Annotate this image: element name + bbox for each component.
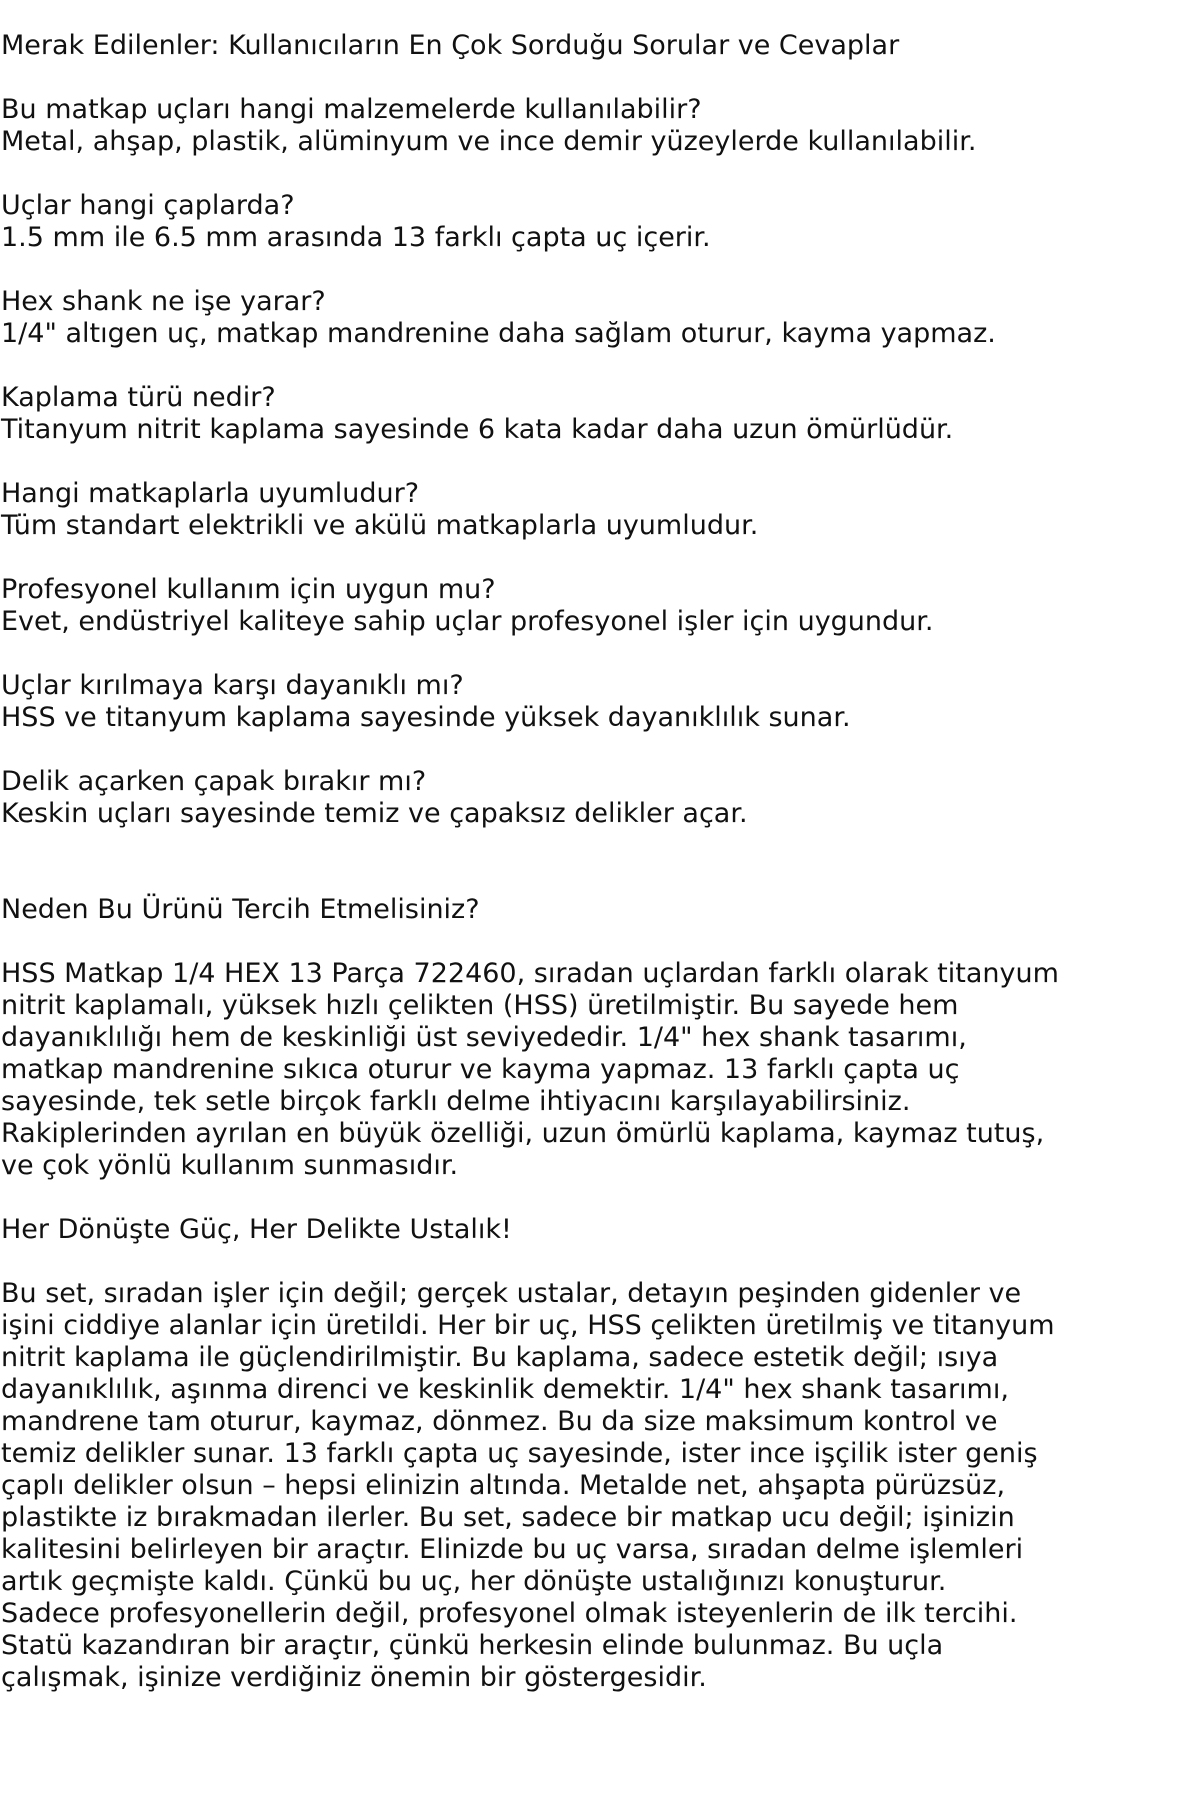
faq-answer: HSS ve titanyum kaplama sayesinde yüksek dayanıklılık sunar. <box>1 702 851 733</box>
faq-question: Hex shank ne işe yarar? <box>1 286 326 317</box>
faq-item <box>1 190 1182 254</box>
faq-answer: Evet, endüstriyel kaliteye sahip uçlar profesyonel işler için uygundur. <box>1 606 934 637</box>
faq-item <box>1 286 1182 350</box>
faq-answer: Titanyum nitrit kaplama sayesinde 6 kata kadar daha uzun ömürlüdür. <box>1 414 954 445</box>
faq-answer: Tüm standart elektrikli ve akülü matkaplarla uyumludur. <box>1 510 759 541</box>
power-title: Her Dönüşte Güç, Her Delikte Ustalık! <box>1 1214 512 1245</box>
faq-item <box>1 382 1182 446</box>
faq-question: Hangi matkaplarla uyumludur? <box>1 478 420 509</box>
faq-question: Delik açarken çapak bırakır mı? <box>1 766 427 797</box>
faq-question: Kaplama türü nedir? <box>1 382 276 413</box>
faq-item <box>1 670 1182 734</box>
faq-item <box>1 478 1182 542</box>
faq-item <box>1 766 1182 830</box>
faq-question: Bu matkap uçları hangi malzemelerde kullanılabilir? <box>1 94 702 125</box>
power-paragraph: Bu set, sıradan işler için değil; gerçek ustalar, detayın peşinden gidenler ve işini ciddiye alanlar için üretildi. Her bir uç, HSS çelikten üretilmiş ve titanyum nitrit kaplama ile güçlendirilmiştir. Bu kaplama, sadece estetik değil; ısıya dayanıklılık, aşınma direnci ve keskinlik demektir. 1/4" hex shank tasarımı, mandrene tam oturur, kaymaz, dönmez. Bu da size maksimum kontrol ve temiz delikler sunar. 13 farklı çapta uç sayesinde, ister ince işçilik ister geniş çaplı delikler olsun – hepsi elinizin altında. Metalde net, ahşapta pürüzsüz, plastikte iz bırakmadan ilerler. Bu set, sadece bir matkap ucu değil; işinizin kalitesini belirleyen bir araçtır. Elinizde bu uç varsa, sıradan delme işlemleri artık geçmişte kaldı. Çünkü bu uç, her dönüşte ustalığınızı konuşturur. Sadece profesyonellerin değil, profesyonel olmak isteyenlerin de ilk tercihi. Statü kazandıran bir araçtır, çünkü herkesin elinde bulunmaz. Bu uçla çalışmak, işinize verdiğiniz önemin bir göstergesidir. <box>1 1278 1055 1693</box>
faq-item <box>1 574 1182 638</box>
faq-item <box>1 94 1182 158</box>
why-paragraph: HSS Matkap 1/4 HEX 13 Parça 722460, sıradan uçlardan farklı olarak titanyum nitrit kaplamalı, yüksek hızlı çelikten (HSS) üretilmiştir. Bu sayede hem dayanıklılığı hem de keskinliği üst seviyededir. 1/4" hex shank tasarımı, matkap mandrenine sıkıca oturur ve kayma yapmaz. 13 farklı çapta uç sayesinde, tek setle birçok farklı delme ihtiyacını karşılayabilirsiniz. Rakiplerinden ayrılan en büyük özelliği, uzun ömürlü kaplama, kaymaz tutuş, ve çok yönlü kullanım sunmasıdır. <box>1 958 1059 1181</box>
faq-answer: Keskin uçları sayesinde temiz ve çapaksız delikler açar. <box>1 798 748 829</box>
faq-answer: 1/4" altıgen uç, matkap mandrenine daha sağlam oturur, kayma yapmaz. <box>1 318 996 349</box>
faq-list <box>1 94 1182 830</box>
faq-question: Uçlar kırılmaya karşı dayanıklı mı? <box>1 670 464 701</box>
faq-answer: 1.5 mm ile 6.5 mm arasında 13 farklı çapta uç içerir. <box>1 222 711 253</box>
faq-answer: Metal, ahşap, plastik, alüminyum ve ince demir yüzeylerde kullanılabilir. <box>1 126 977 157</box>
why-title: Neden Bu Ürünü Tercih Etmelisiniz? <box>1 894 480 925</box>
faq-question: Uçlar hangi çaplarda? <box>1 190 295 221</box>
faq-question: Profesyonel kullanım için uygun mu? <box>1 574 496 605</box>
faq-title: Merak Edilenler: Kullanıcıların En Çok Sorduğu Sorular ve Cevaplar <box>1 30 900 61</box>
